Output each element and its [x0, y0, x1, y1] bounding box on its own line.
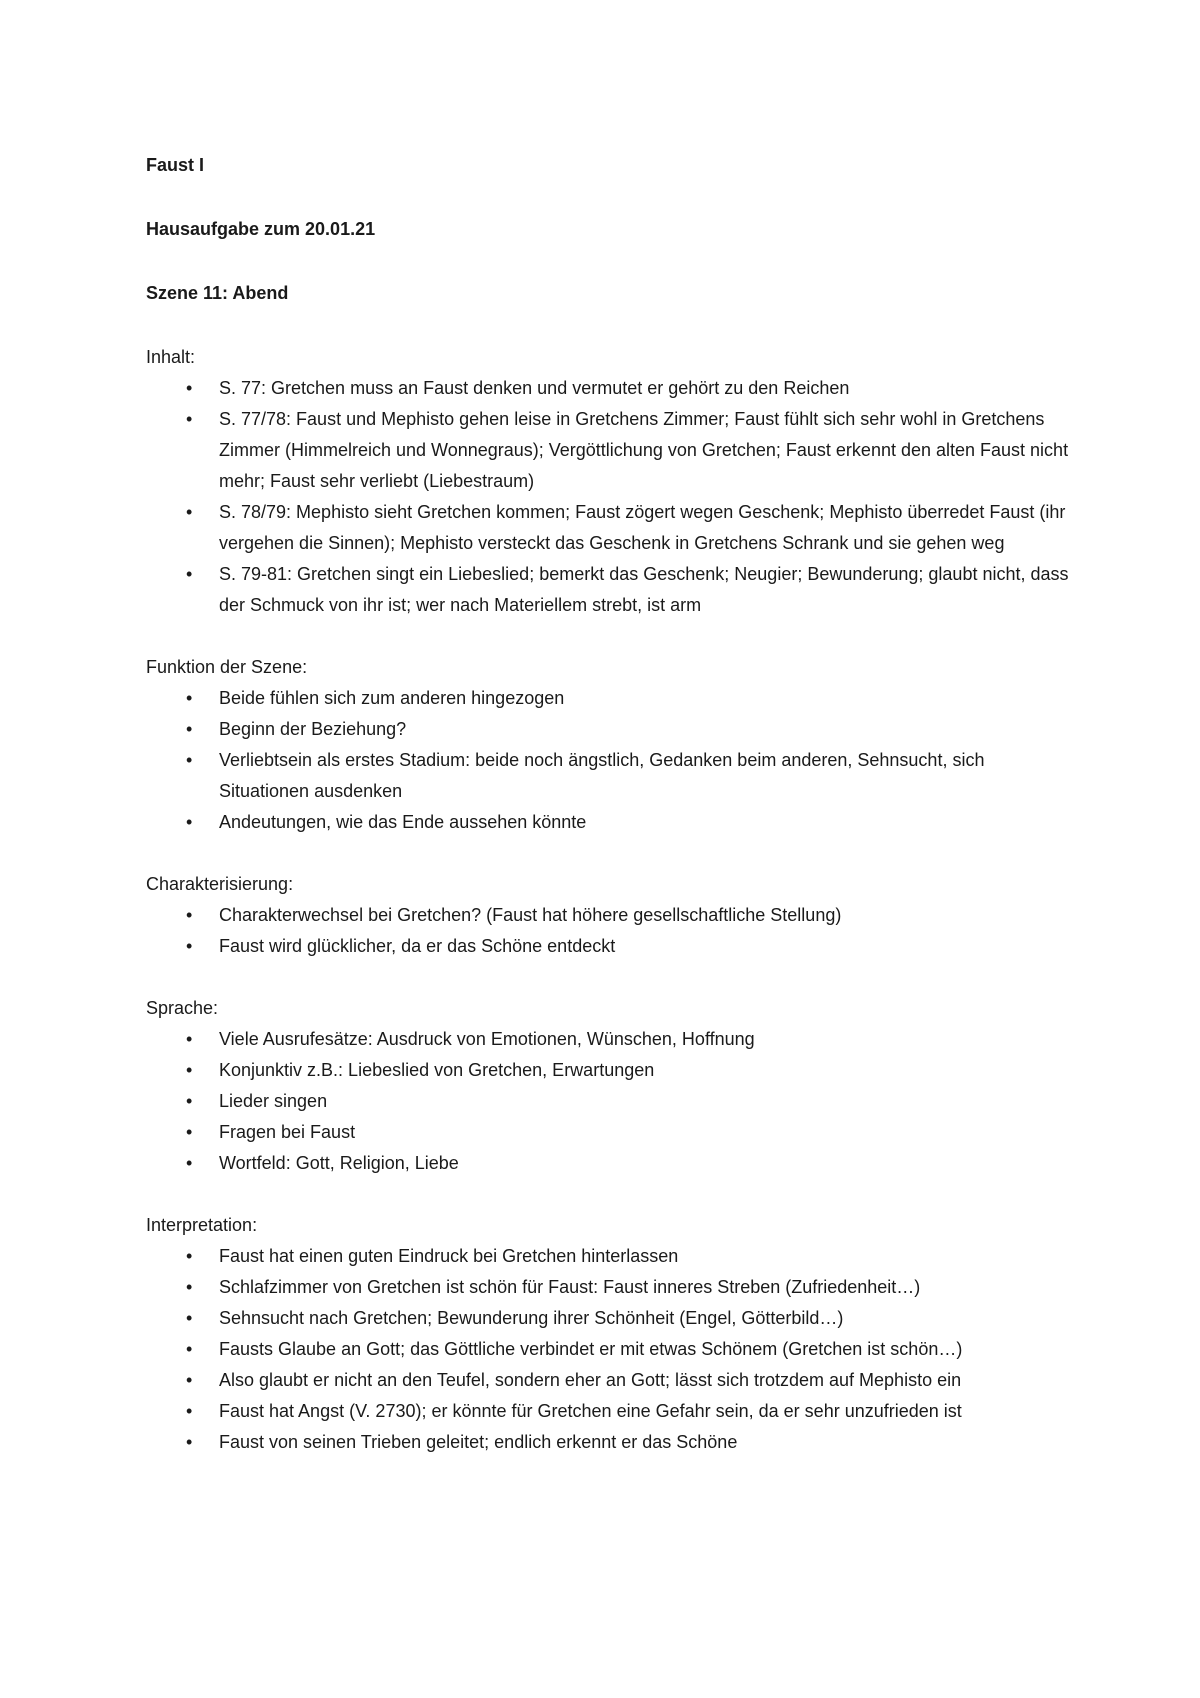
bullet-icon: •	[186, 502, 193, 522]
bullet-list	[146, 1241, 1100, 1458]
section-interpretation	[146, 1210, 1100, 1458]
spacer	[146, 1179, 1100, 1210]
list-item: • Konjunktiv z.B.: Liebeslied von Gretchen, Erwartungen	[146, 1055, 1069, 1086]
list-item: • Faust wird glücklicher, da er das Schöne entdeckt	[146, 931, 1069, 962]
bullet-icon: •	[186, 1246, 193, 1266]
bullet-icon: •	[186, 936, 193, 956]
section-heading: Funktion der Szene:	[146, 657, 308, 677]
bullet-icon: •	[186, 1153, 193, 1173]
bullet-list	[146, 1024, 1100, 1179]
list-item: • Faust hat Angst (V. 2730); er könnte für Gretchen eine Gefahr sein, da er sehr unzufrieden ist	[146, 1396, 1069, 1427]
list-item: • Beide fühlen sich zum anderen hingezogen	[146, 683, 1069, 714]
bullet-list	[146, 900, 1100, 962]
scene-title: Szene 11: Abend	[146, 283, 289, 303]
bullet-icon: •	[186, 1308, 193, 1328]
bullet-list	[146, 683, 1100, 838]
section-sprache	[146, 993, 1100, 1179]
bullet-icon: •	[186, 1029, 193, 1049]
list-item: • Also glaubt er nicht an den Teufel, sondern eher an Gott; lässt sich trotzdem auf Mephisto ein	[146, 1365, 1069, 1396]
section-charakterisierung	[146, 869, 1100, 962]
bullet-icon: •	[186, 1277, 193, 1297]
document-title: Faust I	[146, 155, 205, 175]
bullet-list	[146, 373, 1100, 621]
spacer	[146, 181, 1100, 214]
bullet-icon: •	[186, 409, 193, 429]
section-heading: Sprache:	[146, 998, 219, 1018]
bullet-icon: •	[186, 1060, 193, 1080]
bullet-icon: •	[186, 812, 193, 832]
list-item: • S. 77/78: Faust und Mephisto gehen leise in Gretchens Zimmer; Faust fühlt sich sehr wohl in Gretchens Zimmer (Himmelreich und Wonnegraus); Vergöttlichung von Gretchen; Faust erkennt den alten Faust nicht mehr; Faust sehr verliebt (Liebestraum)	[146, 404, 1069, 497]
list-item: • Beginn der Beziehung?	[146, 714, 1069, 745]
section-heading: Inhalt:	[146, 347, 196, 367]
list-item: • Lieder singen	[146, 1086, 1069, 1117]
list-item: • Wortfeld: Gott, Religion, Liebe	[146, 1148, 1069, 1179]
bullet-icon: •	[186, 1122, 193, 1142]
bullet-icon: •	[186, 1432, 193, 1452]
section-funktion	[146, 652, 1100, 838]
list-item: • S. 78/79: Mephisto sieht Gretchen kommen; Faust zögert wegen Geschenk; Mephisto überredet Faust (ihr vergehen die Sinnen); Mephisto versteckt das Geschenk in Gretchens Schrank und sie gehen weg	[146, 497, 1069, 559]
homework-date: Hausaufgabe zum 20.01.21	[146, 219, 376, 239]
bullet-icon: •	[186, 1401, 193, 1421]
spacer	[146, 309, 1100, 342]
list-item: • Faust hat einen guten Eindruck bei Gretchen hinterlassen	[146, 1241, 1069, 1272]
bullet-icon: •	[186, 750, 193, 770]
list-item: • Viele Ausrufesätze: Ausdruck von Emotionen, Wünschen, Hoffnung	[146, 1024, 1069, 1055]
bullet-icon: •	[186, 378, 193, 398]
list-item: • Fragen bei Faust	[146, 1117, 1069, 1148]
list-item: • S. 77: Gretchen muss an Faust denken und vermutet er gehört zu den Reichen	[146, 373, 1069, 404]
spacer	[146, 621, 1100, 652]
section-inhalt	[146, 342, 1100, 621]
bullet-icon: •	[186, 1091, 193, 1111]
bullet-icon: •	[186, 1339, 193, 1359]
bullet-icon: •	[186, 719, 193, 739]
bullet-icon: •	[186, 1370, 193, 1390]
spacer	[146, 962, 1100, 993]
section-heading: Interpretation:	[146, 1215, 258, 1235]
list-item: • Andeutungen, wie das Ende aussehen könnte	[146, 807, 1069, 838]
list-item: • Sehnsucht nach Gretchen; Bewunderung ihrer Schönheit (Engel, Götterbild…)	[146, 1303, 1069, 1334]
list-item: • Charakterwechsel bei Gretchen? (Faust hat höhere gesellschaftliche Stellung)	[146, 900, 1069, 931]
list-item: • Verliebtsein als erstes Stadium: beide noch ängstlich, Gedanken beim anderen, Sehnsucht, sich Situationen ausdenken	[146, 745, 1069, 807]
bullet-icon: •	[186, 688, 193, 708]
list-item: • Fausts Glaube an Gott; das Göttliche verbindet er mit etwas Schönem (Gretchen ist schön…)	[146, 1334, 1069, 1365]
spacer	[146, 838, 1100, 869]
spacer	[146, 245, 1100, 278]
list-item: • Schlafzimmer von Gretchen ist schön für Faust: Faust inneres Streben (Zufriedenheit…)	[146, 1272, 1069, 1303]
section-heading: Charakterisierung:	[146, 874, 294, 894]
bullet-icon: •	[186, 905, 193, 925]
list-item: • S. 79-81: Gretchen singt ein Liebeslied; bemerkt das Geschenk; Neugier; Bewunderung; glaubt nicht, dass der Schmuck von ihr ist; wer nach Materiellem strebt, ist arm	[146, 559, 1069, 621]
list-item: • Faust von seinen Trieben geleitet; endlich erkennt er das Schöne	[146, 1427, 1069, 1458]
bullet-icon: •	[186, 564, 193, 584]
